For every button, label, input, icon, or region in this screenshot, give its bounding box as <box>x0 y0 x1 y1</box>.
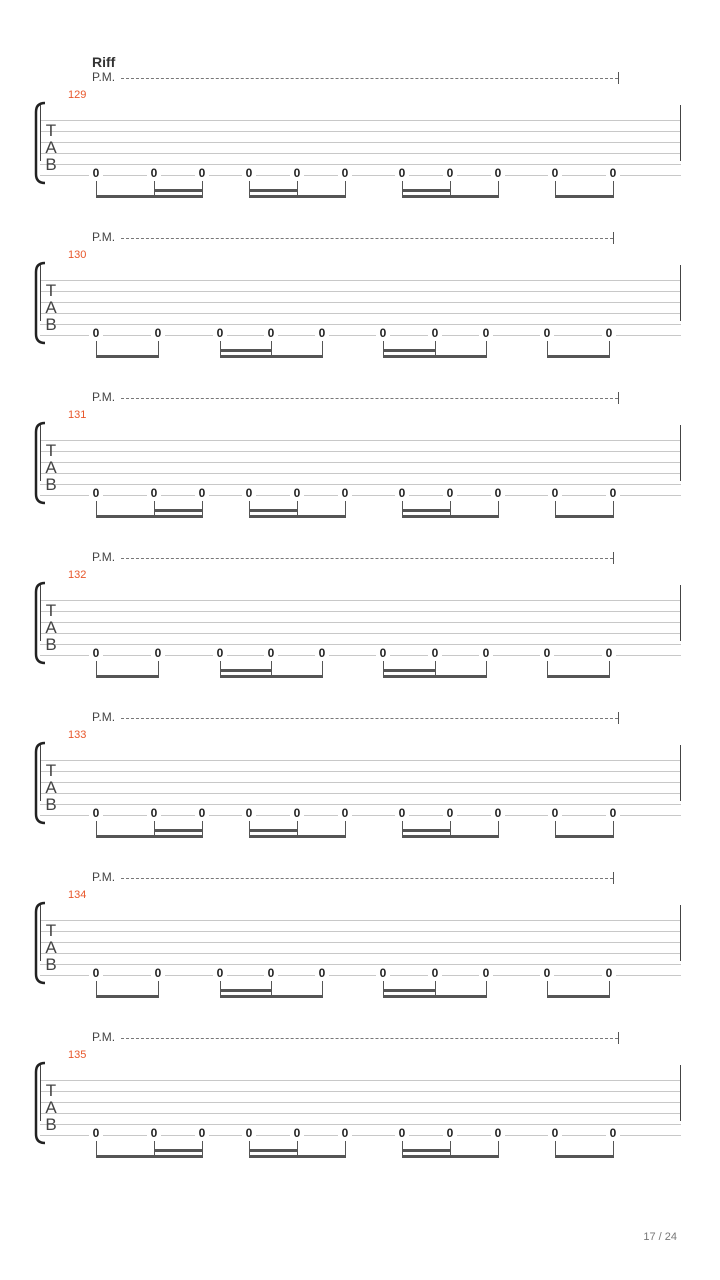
fret-number: 0 <box>242 1127 256 1139</box>
staff-line <box>40 600 681 601</box>
tab-clef-letter: B <box>45 155 57 174</box>
note-beam <box>555 195 614 198</box>
note-beam-secondary <box>154 509 203 512</box>
staff-start-bar <box>40 745 41 801</box>
palm-mute-label: P.M. <box>92 230 116 244</box>
tab-clef-letter: T <box>45 921 57 940</box>
note-beam <box>402 195 499 198</box>
measure-number: 131 <box>68 409 87 421</box>
note-beam-secondary <box>402 509 451 512</box>
fret-number: 0 <box>213 967 227 979</box>
tab-clef-letter: A <box>45 298 57 317</box>
barline <box>680 105 681 161</box>
tab-system <box>0 710 720 870</box>
note-beam <box>402 1155 499 1158</box>
tab-clef-letter: A <box>45 778 57 797</box>
staff-line <box>40 313 681 314</box>
measure-number: 130 <box>68 249 87 261</box>
note-beam <box>220 355 323 358</box>
fret-number: 0 <box>89 487 103 499</box>
note-beam <box>547 355 610 358</box>
tab-clef-letter: T <box>45 601 57 620</box>
staff-line <box>40 655 681 656</box>
fret-number: 0 <box>147 807 161 819</box>
tab-clef-letter: T <box>45 1081 57 1100</box>
palm-mute-line <box>121 1038 618 1039</box>
fret-number: 0 <box>195 167 209 179</box>
fret-number: 0 <box>376 327 390 339</box>
fret-number: 0 <box>602 327 616 339</box>
note-beam <box>96 515 203 518</box>
tab-system <box>0 70 720 230</box>
fret-number: 0 <box>443 487 457 499</box>
barline <box>680 1065 681 1121</box>
fret-number: 0 <box>606 1127 620 1139</box>
measure-number: 134 <box>68 889 87 901</box>
fret-number: 0 <box>338 807 352 819</box>
staff-line <box>40 804 681 805</box>
barline <box>680 905 681 961</box>
staff-line <box>40 920 681 921</box>
staff-line <box>40 324 681 325</box>
note-beam <box>555 515 614 518</box>
note-beam <box>96 355 159 358</box>
palm-mute-line <box>121 238 613 239</box>
staff-line <box>40 280 681 281</box>
tab-clef-letter: T <box>45 441 57 460</box>
staff-line <box>40 462 681 463</box>
tab-clef-letter: A <box>45 1098 57 1117</box>
palm-mute-end <box>613 552 614 564</box>
staff-line <box>40 473 681 474</box>
note-beam <box>402 515 499 518</box>
fret-number: 0 <box>540 647 554 659</box>
note-beam <box>383 675 487 678</box>
note-beam <box>96 995 159 998</box>
note-beam-secondary <box>154 829 203 832</box>
palm-mute-line <box>121 718 618 719</box>
staff-line <box>40 131 681 132</box>
staff-line <box>40 782 681 783</box>
fret-number: 0 <box>151 967 165 979</box>
note-beam-secondary <box>383 989 436 992</box>
staff-line <box>40 451 681 452</box>
staff-line <box>40 1091 681 1092</box>
fret-number: 0 <box>242 807 256 819</box>
staff-line <box>40 1113 681 1114</box>
palm-mute-label: P.M. <box>92 550 116 564</box>
tab-clef-letter: T <box>45 121 57 140</box>
staff-line <box>40 440 681 441</box>
fret-number: 0 <box>395 807 409 819</box>
tab-system <box>0 870 720 1030</box>
palm-mute-end <box>613 232 614 244</box>
staff-line <box>40 644 681 645</box>
fret-number: 0 <box>89 967 103 979</box>
fret-number: 0 <box>479 647 493 659</box>
fret-number: 0 <box>151 327 165 339</box>
staff-line <box>40 1080 681 1081</box>
fret-number: 0 <box>315 967 329 979</box>
tab-system <box>0 550 720 710</box>
note-beam <box>383 355 487 358</box>
fret-number: 0 <box>548 807 562 819</box>
fret-number: 0 <box>338 487 352 499</box>
measure-number: 133 <box>68 729 87 741</box>
fret-number: 0 <box>290 807 304 819</box>
fret-number: 0 <box>606 167 620 179</box>
fret-number: 0 <box>491 1127 505 1139</box>
fret-number: 0 <box>147 1127 161 1139</box>
note-beam <box>249 1155 346 1158</box>
fret-number: 0 <box>89 327 103 339</box>
note-beam <box>249 195 346 198</box>
fret-number: 0 <box>315 327 329 339</box>
staff-start-bar <box>40 265 41 321</box>
palm-mute-line <box>121 878 613 879</box>
barline <box>680 585 681 641</box>
tab-clef-letter: T <box>45 761 57 780</box>
staff-line <box>40 495 681 496</box>
note-beam-secondary <box>402 1149 451 1152</box>
staff-line <box>40 942 681 943</box>
fret-number: 0 <box>290 167 304 179</box>
note-beam <box>220 995 323 998</box>
staff-line <box>40 1124 681 1125</box>
staff-line <box>40 302 681 303</box>
fret-number: 0 <box>395 167 409 179</box>
note-beam-secondary <box>383 349 436 352</box>
fret-number: 0 <box>147 487 161 499</box>
fret-number: 0 <box>264 967 278 979</box>
staff-start-bar <box>40 425 41 481</box>
staff-line <box>40 611 681 612</box>
staff-line <box>40 633 681 634</box>
fret-number: 0 <box>548 167 562 179</box>
note-beam <box>547 995 610 998</box>
staff-line <box>40 142 681 143</box>
tab-clef-letter: B <box>45 635 57 654</box>
tab-clef-letter: B <box>45 1115 57 1134</box>
section-title: Riff <box>92 54 116 70</box>
tab-clef-letter: A <box>45 938 57 957</box>
note-beam <box>220 675 323 678</box>
staff-line <box>40 291 681 292</box>
staff-line <box>40 175 681 176</box>
palm-mute-end <box>618 392 619 404</box>
staff-line <box>40 1102 681 1103</box>
fret-number: 0 <box>89 1127 103 1139</box>
fret-number: 0 <box>376 967 390 979</box>
fret-number: 0 <box>491 807 505 819</box>
measure-number: 129 <box>68 89 87 101</box>
fret-number: 0 <box>290 1127 304 1139</box>
note-beam-secondary <box>402 189 451 192</box>
fret-number: 0 <box>491 487 505 499</box>
palm-mute-label: P.M. <box>92 70 116 84</box>
note-beam-secondary <box>220 669 272 672</box>
staff-line <box>40 760 681 761</box>
note-beam-secondary <box>249 189 298 192</box>
fret-number: 0 <box>195 1127 209 1139</box>
staff-line <box>40 1135 681 1136</box>
staff-line <box>40 953 681 954</box>
fret-number: 0 <box>242 487 256 499</box>
note-beam-secondary <box>249 1149 298 1152</box>
note-beam <box>249 515 346 518</box>
tab-clef-letter: B <box>45 795 57 814</box>
tab-clef-letter: B <box>45 475 57 494</box>
fret-number: 0 <box>147 167 161 179</box>
note-beam-secondary <box>154 1149 203 1152</box>
measure-number: 132 <box>68 569 87 581</box>
staff-start-bar <box>40 585 41 641</box>
staff-start-bar <box>40 1065 41 1121</box>
fret-number: 0 <box>491 167 505 179</box>
fret-number: 0 <box>89 807 103 819</box>
fret-number: 0 <box>443 807 457 819</box>
palm-mute-label: P.M. <box>92 870 116 884</box>
fret-number: 0 <box>606 807 620 819</box>
note-beam-secondary <box>249 829 298 832</box>
fret-number: 0 <box>428 647 442 659</box>
fret-number: 0 <box>290 487 304 499</box>
staff-line <box>40 771 681 772</box>
staff-line <box>40 975 681 976</box>
note-beam <box>555 835 614 838</box>
palm-mute-end <box>618 712 619 724</box>
note-beam-secondary <box>249 509 298 512</box>
tab-system <box>0 230 720 390</box>
fret-number: 0 <box>195 807 209 819</box>
staff-line <box>40 931 681 932</box>
fret-number: 0 <box>338 1127 352 1139</box>
tab-clef-letter: B <box>45 955 57 974</box>
fret-number: 0 <box>395 1127 409 1139</box>
fret-number: 0 <box>264 647 278 659</box>
fret-number: 0 <box>395 487 409 499</box>
barline <box>680 745 681 801</box>
staff-start-bar <box>40 105 41 161</box>
note-beam-secondary <box>154 189 203 192</box>
staff-line <box>40 964 681 965</box>
fret-number: 0 <box>443 167 457 179</box>
palm-mute-label: P.M. <box>92 710 116 724</box>
staff-line <box>40 164 681 165</box>
palm-mute-line <box>121 558 613 559</box>
fret-number: 0 <box>315 647 329 659</box>
fret-number: 0 <box>548 1127 562 1139</box>
fret-number: 0 <box>479 967 493 979</box>
page-number: 17 / 24 <box>643 1231 677 1243</box>
note-beam-secondary <box>402 829 451 832</box>
staff-line <box>40 793 681 794</box>
palm-mute-label: P.M. <box>92 390 116 404</box>
staff-line <box>40 484 681 485</box>
note-beam <box>96 835 203 838</box>
note-beam <box>96 1155 203 1158</box>
note-beam-secondary <box>383 669 436 672</box>
palm-mute-line <box>121 398 618 399</box>
fret-number: 0 <box>479 327 493 339</box>
fret-number: 0 <box>428 967 442 979</box>
palm-mute-end <box>618 1032 619 1044</box>
staff-line <box>40 120 681 121</box>
fret-number: 0 <box>606 487 620 499</box>
fret-number: 0 <box>213 327 227 339</box>
tab-clef-letter: T <box>45 281 57 300</box>
fret-number: 0 <box>338 167 352 179</box>
fret-number: 0 <box>428 327 442 339</box>
staff-line <box>40 335 681 336</box>
staff-line <box>40 815 681 816</box>
palm-mute-line <box>121 78 618 79</box>
fret-number: 0 <box>540 327 554 339</box>
fret-number: 0 <box>195 487 209 499</box>
fret-number: 0 <box>443 1127 457 1139</box>
barline <box>680 425 681 481</box>
fret-number: 0 <box>548 487 562 499</box>
fret-number: 0 <box>264 327 278 339</box>
fret-number: 0 <box>151 647 165 659</box>
fret-number: 0 <box>540 967 554 979</box>
tab-clef-letter: A <box>45 618 57 637</box>
measure-number: 135 <box>68 1049 87 1061</box>
tab-clef-letter: B <box>45 315 57 334</box>
note-beam-secondary <box>220 349 272 352</box>
note-beam <box>555 1155 614 1158</box>
note-beam <box>547 675 610 678</box>
note-beam <box>96 675 159 678</box>
palm-mute-end <box>618 72 619 84</box>
fret-number: 0 <box>89 167 103 179</box>
note-beam <box>96 195 203 198</box>
staff-line <box>40 153 681 154</box>
fret-number: 0 <box>242 167 256 179</box>
tab-clef-letter: A <box>45 138 57 157</box>
fret-number: 0 <box>89 647 103 659</box>
palm-mute-label: P.M. <box>92 1030 116 1044</box>
note-beam <box>402 835 499 838</box>
note-beam <box>383 995 487 998</box>
fret-number: 0 <box>213 647 227 659</box>
tab-clef-letter: A <box>45 458 57 477</box>
palm-mute-end <box>613 872 614 884</box>
tab-system <box>0 390 720 550</box>
fret-number: 0 <box>602 647 616 659</box>
note-beam <box>249 835 346 838</box>
staff-line <box>40 622 681 623</box>
staff-start-bar <box>40 905 41 961</box>
fret-number: 0 <box>602 967 616 979</box>
fret-number: 0 <box>376 647 390 659</box>
note-beam-secondary <box>220 989 272 992</box>
tab-system <box>0 1030 720 1190</box>
barline <box>680 265 681 321</box>
